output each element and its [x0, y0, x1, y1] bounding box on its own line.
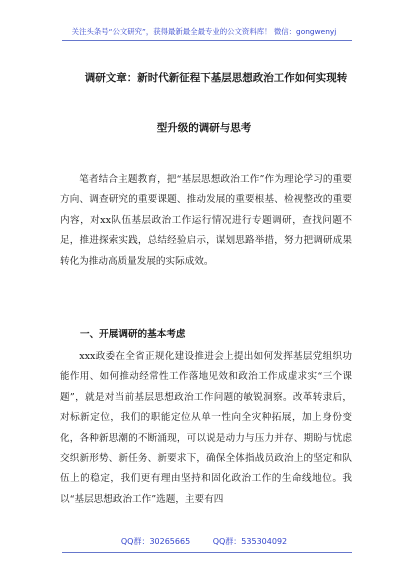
document-title-line1: 调研文章：新时代新征程下基层思想政治工作如何实现转: [84, 72, 348, 84]
section-heading: 一、开展调研的基本考虑: [80, 329, 186, 340]
document-title-line2: 型升级的调研与思考: [156, 122, 252, 134]
footer-contacts: [0, 536, 408, 547]
header-divider: [62, 40, 352, 41]
footer-qq-group-2: QQ群：535304092: [212, 537, 288, 546]
footer-qq-group-1: QQ群：30265665: [120, 537, 191, 546]
footer-divider: [62, 552, 352, 553]
header-banner: 关注头条号“公文研究”，获得最新最全最专业的公文资料库！ 微信：gongwenyj: [71, 27, 337, 36]
paragraph-intro: 笔者结合主题教育，把“基层思想政治工作”作为理论学习的重要方向、调查研究的重要课题、推动发展的重要根基、检视整改的重要内容，对xx队伍基层政治工作运行情况进行专题调研，查找问题不足，推进探索实践，总结经验启示，谋划思路举措，努力把调研成果转化为推动高质量发展的实际成效。: [60, 174, 352, 267]
paragraph-body: xxx政委在全省正规化建设推进会上提出如何发挥基层党组织功能作用、如何推动经常性工作落地见效和政治工作成虚求实“三个课题”，就是对当前基层思想政治工作问题的敏锐洞察。改革转隶后，对标新定位，我们的职能定位从单一性向全灾种拓展，加上身份变化，各种新思潮的不断涌现，可以说是动力与压力并存、期盼与忧虑交织新形势、新任务、新要求下，确保全体指战员政治上的坚定和队伍上的稳定，我们更有理由坚持和固化政治工作的生命线地位。我以“基层思想政治工作”选题，主要有四: [60, 351, 352, 505]
